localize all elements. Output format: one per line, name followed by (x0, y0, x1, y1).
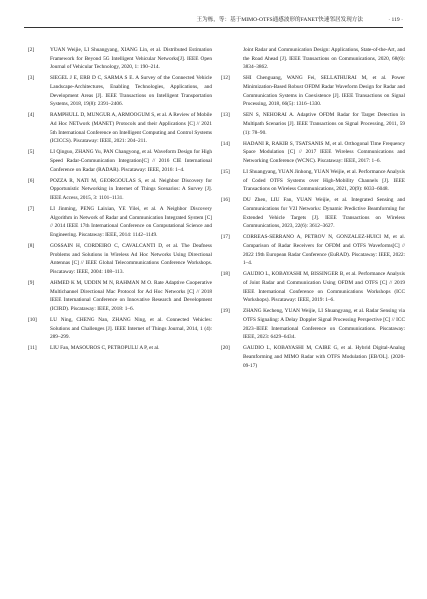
reference-item (28, 279, 212, 313)
reference-number: [2] (28, 47, 35, 53)
reference-item (221, 46, 405, 72)
references-left-column (28, 46, 212, 356)
reference-number: [8] (28, 243, 35, 250)
reference-number: [13] (221, 112, 230, 119)
reference-item (28, 316, 212, 342)
reference-text: LU Ning, CHENG Nan, ZHANG Ning, et al. Connected Vehicles: Solutions and Challenges [J]. IEEE Internet of Things Journal, 2014, 1 (4): 289–299. (50, 316, 212, 341)
reference-item (221, 168, 405, 194)
running-title: 王为栋，等：基于MIMO-OTFS通感波形的FANET快速邻居发现方法 (196, 17, 363, 23)
reference-text: GOSSAIN H, CORDEIRO C, CAVALCANTI D, et al. The Deafness Problems and Solutions in Wireless Ad Hoc Networks Using Directional Antennas [C] // IEEE Global Telecommunications Conference Workshops. Piscataway: IEEE, 2004: 108–113. (50, 243, 212, 275)
reference-text: HADANI R, RAKIB S, TSATSANIS M, et al. Orthogonal Time Frequency Space Modulation [C] // 2017 IEEE Wireless Communications and Networking Conference (WCNC). Piscataway: IEEE, 2017: 1–6. (243, 140, 405, 164)
reference-item (221, 307, 405, 341)
reference-text: GAUDIO L, KOBAYASHI M, BISSINGER B, et al. Performance Analysis of Joint Radar and Communication Using OFDM and OTFS [C] // 2019 IEEE International Conference on Communications Workshops (ICC Workshops). Piscataway: IEEE, 2019: 1–6. (243, 271, 405, 304)
reference-text: DU Zhen, LIU Fan, YUAN Weijie, et al. Integrated Sensing and Communications for V2I Networks: Dynamic Predictive Beamforming for Extended Vehicle Targets [J]. IEEE Transactions on Wireless Communications, 2023, 22(6): 3612–3627. (243, 197, 405, 230)
reference-number: [17] (221, 234, 230, 241)
reference-number: [3] (28, 75, 35, 82)
references-right-column (221, 46, 405, 373)
reference-item (221, 196, 405, 230)
reference-text: SEN S, NEHORAI A. Adaptive OFDM Radar for Target Detection in Multipath Scenarios [J]. IEEE Transactions on Signal Processing, 2011, 59 (1): 78–90. (243, 112, 405, 136)
reference-item (221, 233, 405, 267)
reference-item (28, 74, 212, 108)
reference-item (221, 270, 405, 304)
reference-number: [18] (221, 271, 230, 278)
reference-text: YUAN Weijie, LI Shuangyang, XIANG Lin, et al. Distributed Estimation Framework for Beyond 5G Intelligent Vehicular Networks[J]. IEEE Open Journal of Vehicular Technology, 2020, 1: 190–214. (50, 47, 212, 71)
reference-item (221, 140, 405, 166)
reference-text: ZHANG Kecheng, YUAN Weijie, LI Shuangyang, et al. Radar Sensing via OTFS Signaling: A Delay Doppler Signal Processing Perspective [C] // ICC 2023–IEEE International Conference on Communications. Piscataway: IEEE, 2023: 6429–6434. (243, 308, 405, 341)
reference-item (28, 242, 212, 276)
page-number: · 119 · (388, 17, 403, 23)
reference-item (221, 344, 405, 370)
reference-text: LI Shuangyang, YUAN Jinhong, YUAN Weijie, et al. Performance Analysis of Coded OTFS Systems over High-Mobility Channels [J]. IEEE Transactions on Wireless Communications, 2021, 20(9): 6033–6048. (243, 169, 405, 193)
reference-number: [11] (28, 345, 37, 352)
reference-number: [14] (221, 140, 230, 147)
reference-number: [4] (28, 112, 35, 119)
reference-text: AHMED K M, UDDIN M N, RAHMAN M O. Rate Adaptive Cooperative Multichannel Directional Mac Protocol for Ad Hoc Networks [C] // 2018 IEEE International Conference on Innovative Research and Development (ICIRD). Piscataway: IEEE, 2018: 1–6. (50, 280, 212, 312)
reference-number: [10] (28, 316, 37, 323)
reference-item (28, 148, 212, 174)
reference-text: SHI Chenguang, WANG Fei, SELLATHURAI M, et al. Power Minimization-Based Robust OFDM Radar Waveform Design for Radar and Communication Systems in Coexistence [J]. IEEE Transactions on Signal Processing, 2018, 66(5): 1316–1330. (243, 75, 405, 108)
reference-number: [15] (221, 169, 230, 176)
reference-text: LI Jinming, PENG Laixian, YE Yilei, et al. A Neighbor Discovery Algorithm in Network of Radar and Communication Integrated System [C] // 2014 IEEE 17th International Conference on Computational Science and Engineering. Piscataway: IEEE, 2014: 1142–1149. (50, 206, 212, 238)
page-header (24, 15, 403, 28)
reference-text: CORREAS-SERRANO A, PETROV N, GONZALEZ-HUICI M, et al. Comparison of Radar Receivers for OFDM and OTFS Waveforms[C] // 2022 19th European Radar Conference (EuRAD). Piscataway: IEEE, 2022: 1–4. (243, 234, 405, 267)
reference-text: LIU Fan, MASOUROS C, PETROPULU A P, et al. (50, 345, 160, 352)
reference-item (28, 344, 212, 353)
reference-text: POZZA R, NATI M, GEORGOULAS S, et al. Neighbor Discovery for Opportunistic Networking in Internet of Things Scenarios: A Survey [J]. IEEE Access, 2015, 3: 1101–1131. (50, 177, 212, 201)
reference-text: Joint Radar and Communication Design: Applications, State-of-the-Art, and the Road Ahead [J]. IEEE Transactions on Communications, 2020, 68(6): 3834–3862. (243, 47, 405, 71)
reference-number: [16] (221, 197, 230, 204)
reference-item (28, 177, 212, 203)
reference-number: [12] (221, 75, 230, 82)
reference-number: [19] (221, 308, 230, 315)
reference-number: [7] (28, 206, 35, 213)
reference-number: [20] (221, 345, 230, 352)
reference-text: LI Qinguo, ZHANG Yu, PAN Changyong, et al. Waveform Design for High Speed Radar-Communication Integration[C] // 2016 CIE International Conference on Radar (RADAR). Piscataway: IEEE, 2016: 1–4. (50, 149, 212, 173)
reference-text: GAUDIO L, KOBAYASHI M, CAIRE G, et al. Hybrid Digital-Analog Beamforming and MIMO Radar with OTFS Modulation [EB/OL]. (2020-09-17) (243, 345, 405, 369)
reference-item (221, 74, 405, 108)
reference-number: [6] (28, 177, 35, 184)
reference-text: RAMPHULL D, MUNGUR A, ARMOOGUM S, et al. A Review of Mobile Ad Hoc NETwork (MANET) Protocols and their Applications [C] // 2021 5th International Conference on Intelligent Computing and Control Systems (ICICCS). Piscataway: IEEE, 2021: 204–211. (50, 112, 212, 145)
reference-text: SIEGEL J E, ERB D C, SARMA S E. A Survey of the Connected Vehicle Landscape-Architectures, Enabling Technologies, Applications, and Development Areas [J]. IEEE Transactions on Intelligent Transportation Systems, 2018, 19(8): 2391–2406. (50, 75, 212, 108)
reference-number: [9] (28, 280, 35, 286)
reference-item (28, 111, 212, 145)
reference-item (28, 205, 212, 239)
reference-item (28, 46, 212, 72)
reference-item (221, 111, 405, 137)
reference-number: [5] (28, 149, 35, 156)
